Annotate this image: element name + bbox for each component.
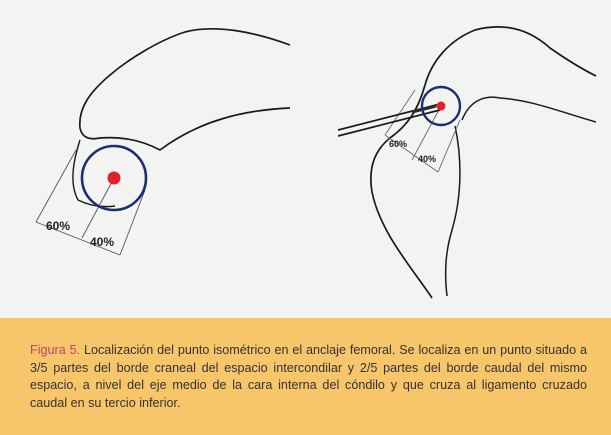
right-label-40: 40%: [418, 154, 437, 164]
left-notch-line: [73, 140, 115, 207]
left-panel: [36, 29, 290, 255]
left-femur-outline: [80, 29, 290, 139]
right-guide-c: [438, 120, 460, 172]
left-femur-caudal-edge: [100, 108, 290, 150]
right-condyle-outer: [371, 85, 432, 298]
caption-body: Localización del punto isométrico en el anclaje femoral. Se localiza en un punto situado a 3/5 partes del borde craneal del espacio intercondilar y 2/5 partes del borde caudal del mismo espacio, a nivel del eje medio de la cara interna del cóndilo y que cruza al ligamento cruzado caudal en su tercio inferior.: [30, 343, 587, 410]
left-guide-mid: [82, 178, 114, 238]
left-guide-upper: [36, 150, 76, 222]
left-label-60: 60%: [46, 219, 71, 233]
right-label-60: 60%: [389, 139, 408, 149]
caption-paragraph: [30, 342, 587, 412]
right-guide-a: [385, 90, 415, 135]
figure-caption: [0, 318, 611, 435]
right-panel: [338, 27, 596, 298]
right-condyle-inner: [462, 97, 596, 122]
left-guide-lower: [120, 190, 145, 255]
right-condyle-outline: [425, 27, 596, 85]
left-isometric-point: [108, 172, 121, 185]
right-notch-line: [446, 126, 460, 296]
left-label-40: 40%: [90, 235, 115, 249]
caption-label: Figura 5.: [30, 343, 81, 357]
right-isometric-point: [437, 102, 446, 111]
